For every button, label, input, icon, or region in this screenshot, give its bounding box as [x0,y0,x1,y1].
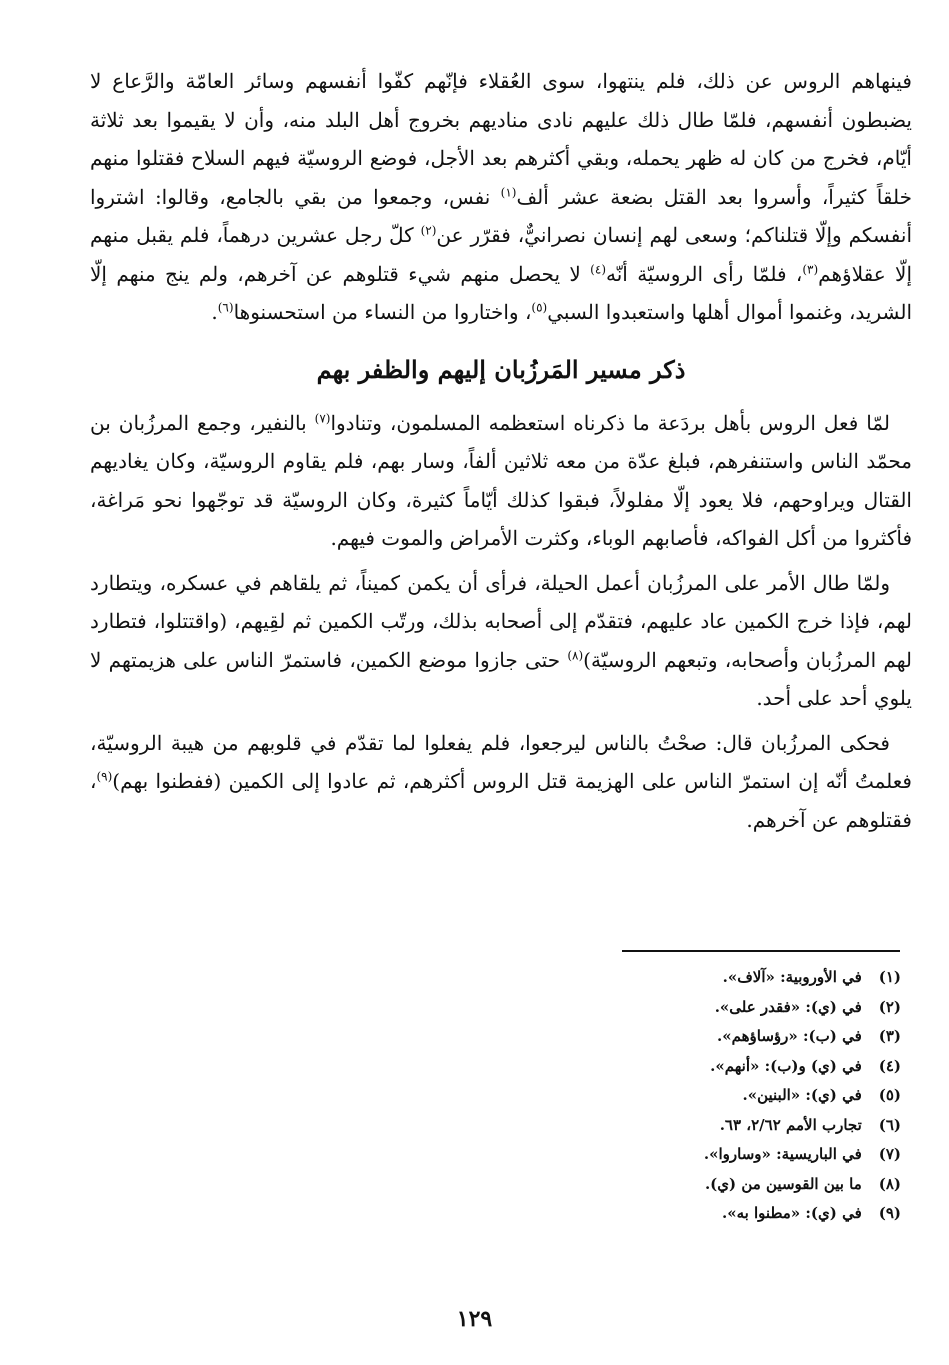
footnote-ref-7: (٧) [314,410,331,425]
paragraph-1-text-c: كلّ رجل عشرين درهماً، فلم يقبل منهم إلّا عقلاؤهم [90,223,913,286]
footnote-ref-2: (٢) [420,223,437,238]
footnote-text: تجارب الأمم ٢/٦٢، ٦٣. [719,1115,862,1134]
paragraph-3 [90,564,912,718]
footnote-number: (١) [878,968,901,986]
footnote-number: (٦) [878,1115,901,1134]
footnotes-list [501,963,901,1229]
paragraph-3-text-b: حتى جازوا موضع الكمين، فاستمرّ الناس على هزيمتهم لا يلوي أحد على أحد. [90,647,912,710]
footnote-text: في (ي): «مطنوا به». [721,1204,862,1222]
footnote-ref-8: (٨) [567,647,584,662]
paragraph-4-text-a: فحكى المرزُبان قال: صحْتُ بالناس ليرجعوا، فلم يفعلوا لما تقدّم في قلوبهم من هيبة الروسيّة، فعلمتُ أنّه إن استمرّ الناس على الهزيمة قتل الروس أكثرهم، ثم عادوا إلى الكمين (ففطنوا بهم) [90,730,912,793]
footnote-text: ما بين القوسين من (ي). [704,1174,862,1193]
paragraph-4-text-b: ، فقتلوهم عن آخرهم. [90,769,912,832]
footnote-ref-5: (٥) [531,300,548,315]
footnote-number: (٥) [878,1086,901,1104]
footnote-ref-3: (٣) [802,261,819,276]
page-body [90,62,912,839]
footnote-ref-6: (٦) [217,300,234,315]
paragraph-2-text-a: لمّا فعل الروس بأهل بردَعة ما ذكرناه استعظمه المسلمون، وتنادوا [330,410,890,435]
paragraph-1-text-b: نفس، وجمعوا من بقي بالجامع، وقالوا: اشتروا أنفسكم وإلّا قتلناكم؛ وسعى لهم إنسان نصرانيٌّ، فقرّر عن [90,184,913,247]
footnote-number: (٤) [878,1056,901,1075]
footnote-text: في (ي): «البنين». [742,1086,862,1104]
footnote-number: (٧) [878,1145,901,1163]
paragraph-2-text-b: بالنفير، وجمع المرزُبان بن محمّد الناس واستنفرهم، فبلغ عدّة من معه ثلاثين ألفاً، وسار بهم، فلم يقاوم الروسيّة، وكان يغاديهم القتال ويراوحهم، فلا يعود إلّا مفلولاً، فبقوا كذلك أيّاماً كثيرة، وكان الروسيّة قد توجّهوا نحو مَراغة، فأكثروا من أكل الفواكه، فأصابهم الوباء، وكثرت الأمراض والموت فيهم. [90,410,913,550]
footnote-number: (٣) [878,1027,901,1045]
paragraph-4 [90,724,912,840]
footnote-text: في الباريسية: «وساروا». [703,1145,862,1163]
footnote-item [501,1140,901,1170]
footnote-number: (٢) [878,997,901,1016]
paragraph-1-text-g: . [211,300,218,324]
footnote-item [501,993,901,1023]
footnote-item [501,1170,901,1200]
footnote-item [501,1081,901,1111]
footnote-item [501,963,901,993]
paragraph-1-text-d: ، فلمّا رأى الروسيّة أنّه [606,261,803,286]
footnote-item [501,1111,901,1141]
footnote-text: في (ي) و(ب): «أنهم». [710,1056,862,1075]
footnote-text: في (ب): «رؤساؤهم». [717,1027,862,1045]
paragraph-3-text-a: ولمّا طال الأمر على المرزُبان أعمل الحيلة، فرأى أن يكمن كميناً، ثم يلقاهم في عسكره، ويتطارد لهم، فإذا خرج الكمين عاد عليهم، فتقدّم إلى أصحابه بذلك، ورتّب الكمين ثم لقِيهم، (واقتتلوا، فتطارد لهم المرزُبان وأصحابه، وتبعهم الروسيّة) [90,570,913,672]
footnote-number: (٩) [878,1204,901,1222]
footnote-item [501,1052,901,1082]
footnote-item [501,1199,901,1229]
page-number: ١٢٩ [456,1306,493,1332]
paragraph-1-text-a: فينهاهم الروس عن ذلك، فلم ينتهوا، سوى العُقلاء فإنّهم كفّوا أنفسهم وسائر العامّة والرَّعاع لا يضبطون أنفسهم، فلمّا طال ذلك عليهم نادى مناديهم بخروج أهل البلد منه، وأن لا يقيموا بعد ثلاثة أيّام، فخرج من كان له ظهر يحمله، وبقي أكثرهم بعد الأجل، فوضع الروسيّة فيهم السلاح فقتلوا منهم خلقاً كثيراً، وأسروا بعد القتل بضعة عشر ألف [90,69,912,209]
footnote-number: (٨) [878,1174,901,1193]
footnote-text: في الأوروبية: «آلاف». [722,968,862,986]
footnote-separator [622,950,900,952]
footnote-ref-1: (١) [500,184,517,199]
section-heading: ذكر مسير المَرزُبان إليهم والظفر بهم [316,354,686,384]
paragraph-1-text-e: لا يحصل منهم شيء قتلوهم عن آخرهم، ولم ينج منهم إلّا الشريد، وغنموا أموال أهلها واستعبدوا السبي [90,261,912,324]
paragraph-2 [90,404,912,558]
paragraph-1 [90,62,912,332]
footnote-ref-9: (٩) [96,769,113,784]
footnote-text: في (ي): «فقدر على». [714,997,862,1016]
footnote-item [501,1022,901,1052]
paragraph-1-text-f: ، واختاروا من النساء من استحسنوها [233,300,532,324]
footnote-ref-4: (٤) [590,261,606,276]
